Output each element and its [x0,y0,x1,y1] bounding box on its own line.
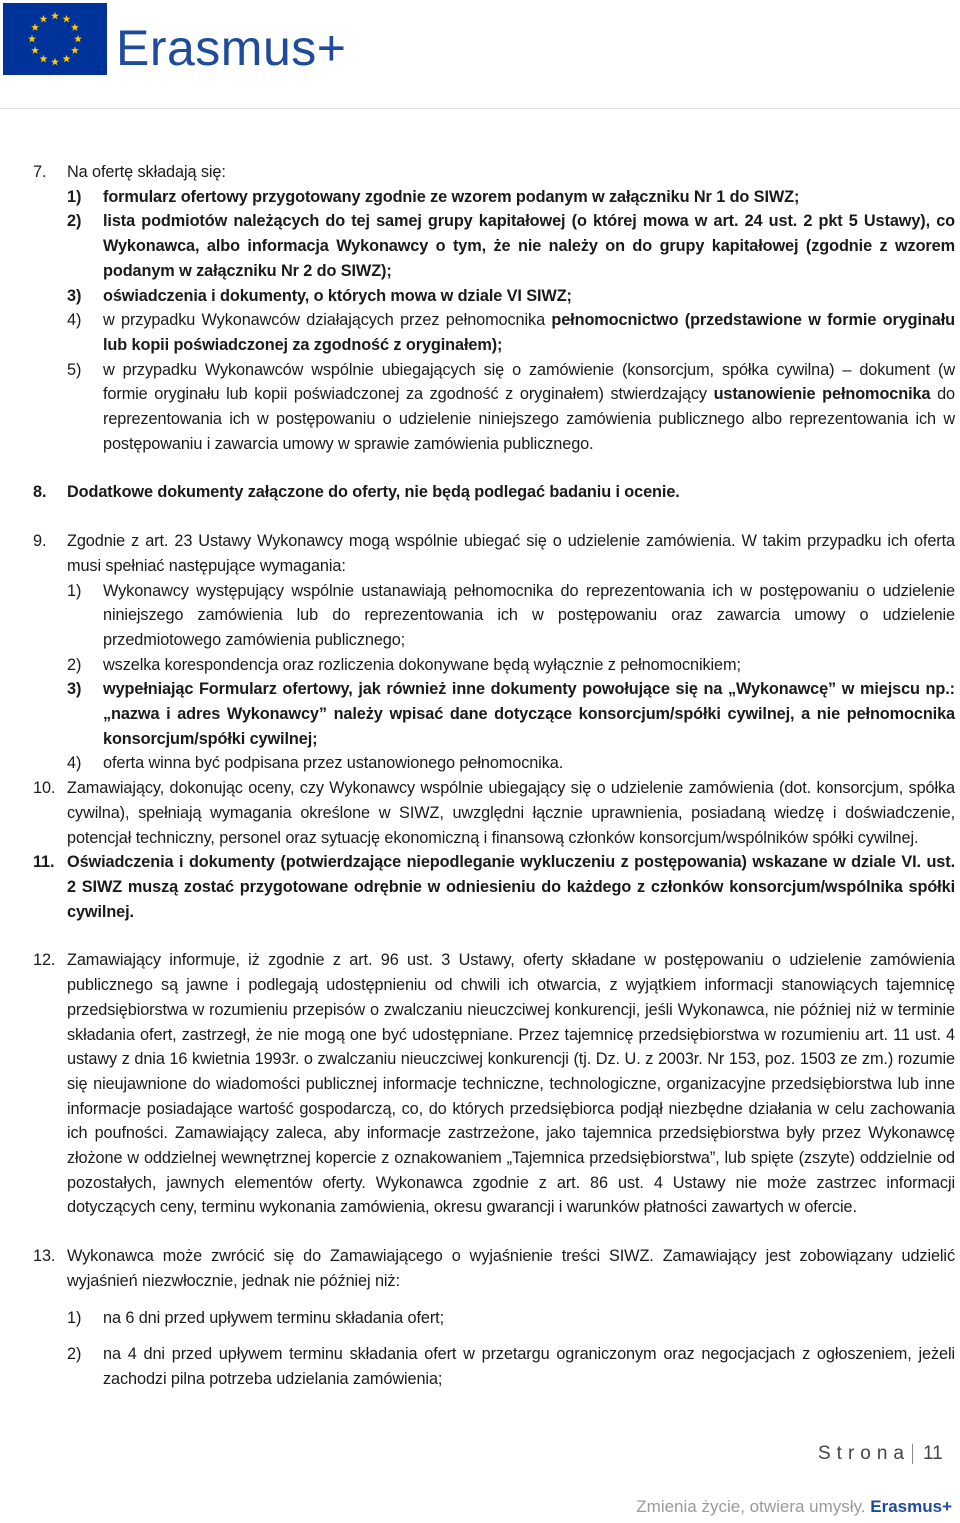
section-intro: Na ofertę składają się: [67,163,226,181]
list-item [67,677,955,751]
item-text: na 6 dni przed upływem terminu składania ofert; [103,1308,445,1327]
item-number: 1) [67,1308,82,1327]
item-text: na 4 dni przed upływem terminu składania ofert w przetargu ograniczonym oraz negocjacjach z ogłoszeniem, jeżeli zachodzi pilna potrzeba udzielania zamówienia; [103,1345,955,1388]
item-text [103,358,955,457]
section-text: Oświadczenia i dokumenty (potwierdzające niepodleganie wykluczeniu z postępowania) wskazane w dziale VI. ust. 2 SIWZ muszą zostać przygotowane odrębnie w odniesieniu do każdego z członków konsorcjum/wspólnika spółki cywilnej. [67,853,955,921]
section-intro: Wykonawca może zwrócić się do Zamawiającego o wyjaśnienie treści SIWZ. Zamawiający jest zobowiązany udzielić wyjaśnień niezwłocznie, jednak nie później niż: [67,1247,955,1290]
section-number: 13. [33,1247,56,1266]
section-text: Dodatkowe dokumenty załączone do oferty, nie będą podlegać badaniu i ocenie. [67,483,680,502]
list-item [67,751,955,776]
item-text: lista podmiotów należących do tej samej grupy kapitałowej (o której mowa w art. 24 ust. 2 pkt 5 Ustawy), co Wykonawca, albo informacja Wykonawcy o tym, że nie należy on do grupy kapitałowej (zgodnie z wzorem podanym w załączniku Nr 2 do SIWZ); [103,212,955,280]
list-item [67,284,955,309]
section-number: 11. [33,853,55,872]
item-text: oświadczenia i dokumenty, o których mowa w dziale VI SIWZ; [103,286,572,305]
item-text-bold: ustanowienie pełnomocnika [713,385,931,404]
item-number: 4) [67,754,82,773]
section-number: 7. [33,163,47,181]
section-number: 12. [33,951,56,970]
page-label: Strona [818,1443,910,1464]
section-13 [33,1244,955,1392]
item-number: 5) [67,360,82,379]
section-12 [33,948,955,1220]
document-body [33,160,955,1392]
section-8 [33,480,955,505]
item-text-part: w przypadku Wykonawców działających przez pełnomocnika [103,311,552,330]
item-number: 1) [67,581,82,600]
page-footer [636,1497,952,1517]
page-divider [912,1444,913,1464]
section-number: 8. [33,483,47,502]
item-number: 2) [67,212,82,231]
item-text: wszelka korespondencja oraz rozliczenia dokonywane będą wyłącznie z pełnomocnikiem; [103,655,741,674]
section-7 [33,160,955,456]
item-text-part: w przypadku Wykonawców wspólnie ubiegających się o zamówienie (konsorcjum, spółka cywilna) – dokument (w formie oryginału lub kopii poświadczonej za zgodność z oryginałem) stwierdzający [103,360,955,404]
section-9 [33,529,955,776]
item-number: 4) [67,311,82,330]
item-number: 2) [67,1345,82,1364]
page-number-value: 11 [922,1443,943,1464]
header-divider [0,108,960,109]
list-item [67,358,955,457]
section-11 [33,850,955,924]
list-item [67,579,955,653]
footer-brand: Erasmus+ [870,1497,952,1516]
item-number: 3) [67,286,82,305]
list-item [67,1342,955,1391]
footer-slogan: Zmienia życie, otwiera umysły. [636,1497,871,1516]
section-number: 9. [33,532,47,551]
item-text-bold: pełnomocnictwo (przedstawione w formie oryginału lub kopii poświadczonej za zgodność z oryginałem); [103,311,955,354]
section-intro: Zgodnie z art. 23 Ustawy Wykonawcy mogą wspólnie ubiegać się o udzielenie zamówienia. W takim przypadku ich oferta musi spełniać następujące wymagania: [67,532,955,575]
page-number [818,1443,943,1465]
section-text: Zamawiający, dokonując oceny, czy Wykonawcy wspólnie ubiegający się o udzielenie zamówienia (dot. konsorcjum, spółka cywilna), spełniają wymagania określone w SIWZ, uwzględni łącznie uprawnienia, posiadaną wiedzę i doświadczenie, potencjał techniczny, personel oraz sytuację ekonomiczną i finansową członków konsorcjum/wspólników spółki cywilnej. [67,779,955,847]
item-number: 3) [67,680,82,699]
list-item [67,653,955,678]
list-item [67,185,955,210]
page-header [0,0,960,110]
item-text: wypełniając Formularz ofertowy, jak również inne dokumenty powołujące się na „Wykonawcę” w miejscu np.: „nazwa i adres Wykonawcy” należy wpisać dane dotyczące konsorcjum/spółki cywilnej, a nie pełnomocnika konsorcjum/spółki cywilnej; [103,680,955,748]
item-text: formularz ofertowy przygotowany zgodnie ze wzorem podanym w załączniku Nr 1 do SIWZ; [103,187,800,206]
item-text: Wykonawcy występujący wspólnie ustanawiają pełnomocnika do reprezentowania ich w postępowaniu o udzielenie niniejszego zamówienia lub do reprezentowania ich w postępowaniu oraz zawarcia umowy o udzielenie przedmiotowego zamówienia publicznego; [103,581,955,649]
item-number: 2) [67,655,82,674]
list-item [67,1306,955,1331]
list-item [67,308,955,357]
eu-flag-icon [3,3,107,75]
list-item [67,209,955,283]
item-text: oferta winna być podpisana przez ustanowionego pełnomocnika. [103,754,564,773]
section-text: Zamawiający informuje, iż zgodnie z art. 96 ust. 3 Ustawy, oferty składane w postępowaniu o udzielenie zamówienia publicznego są jawne i podlegają udostępnieniu od chwili ich otwarcia, z wyjątkiem informacji stanowiących tajemnicę przedsiębiorstwa w rozumieniu przepisów o zwalczaniu nieuczciwej konkurencji, jeśli Wykonawca, nie później niż w terminie składania ofert, zastrzegł, że nie mogą one być udostępniane. Przez tajemnicę przedsiębiorstwa w rozumieniu art. 11 ust. 4 ustawy z dnia 16 kwietnia 1993r. o zwalczaniu nieuczciwej konkurencji (tj. Dz. U. z 2003r. Nr 153, poz. 1503 ze zm.) rozumie się nieujawnione do wiadomości publicznej informacje techniczne, technologiczne, organizacyjne przedsiębiorstwa lub inne informacje posiadające wartość gospodarczą, co, do których przedsiębiorca podjął niezbędne działania w celu zachowania ich poufności. Zamawiający zaleca, aby informacje zastrzeżone, jako tajemnica przedsiębiorstwa były przez Wykonawcę złożone w oddzielnej wewnętrznej kopercie z oznakowaniem „Tajemnica przedsiębiorstwa”, lub spięte (zszyte) oddzielnie od pozostałych, jawnych elementów oferty. Wykonawca zgodnie z art. 86 ust. 4 Ustawy nie może zastrzec informacji dotyczących ceny, terminu wykonania zamówienia, okresu gwarancji i warunków płatności zawartych w ofercie. [67,951,955,1217]
item-number: 1) [67,187,82,206]
section-10 [33,776,955,850]
section-number: 10. [33,779,56,798]
erasmus-logo: Erasmus+ [116,20,347,76]
item-text [103,308,955,357]
item-text-part: do reprezentowania ich w postępowaniu o udzielenie niniejszego zamówienia publicznego albo reprezentowania ich w postępowaniu i zawarcia umowy w sprawie zamówienia publicznego. [103,385,955,453]
